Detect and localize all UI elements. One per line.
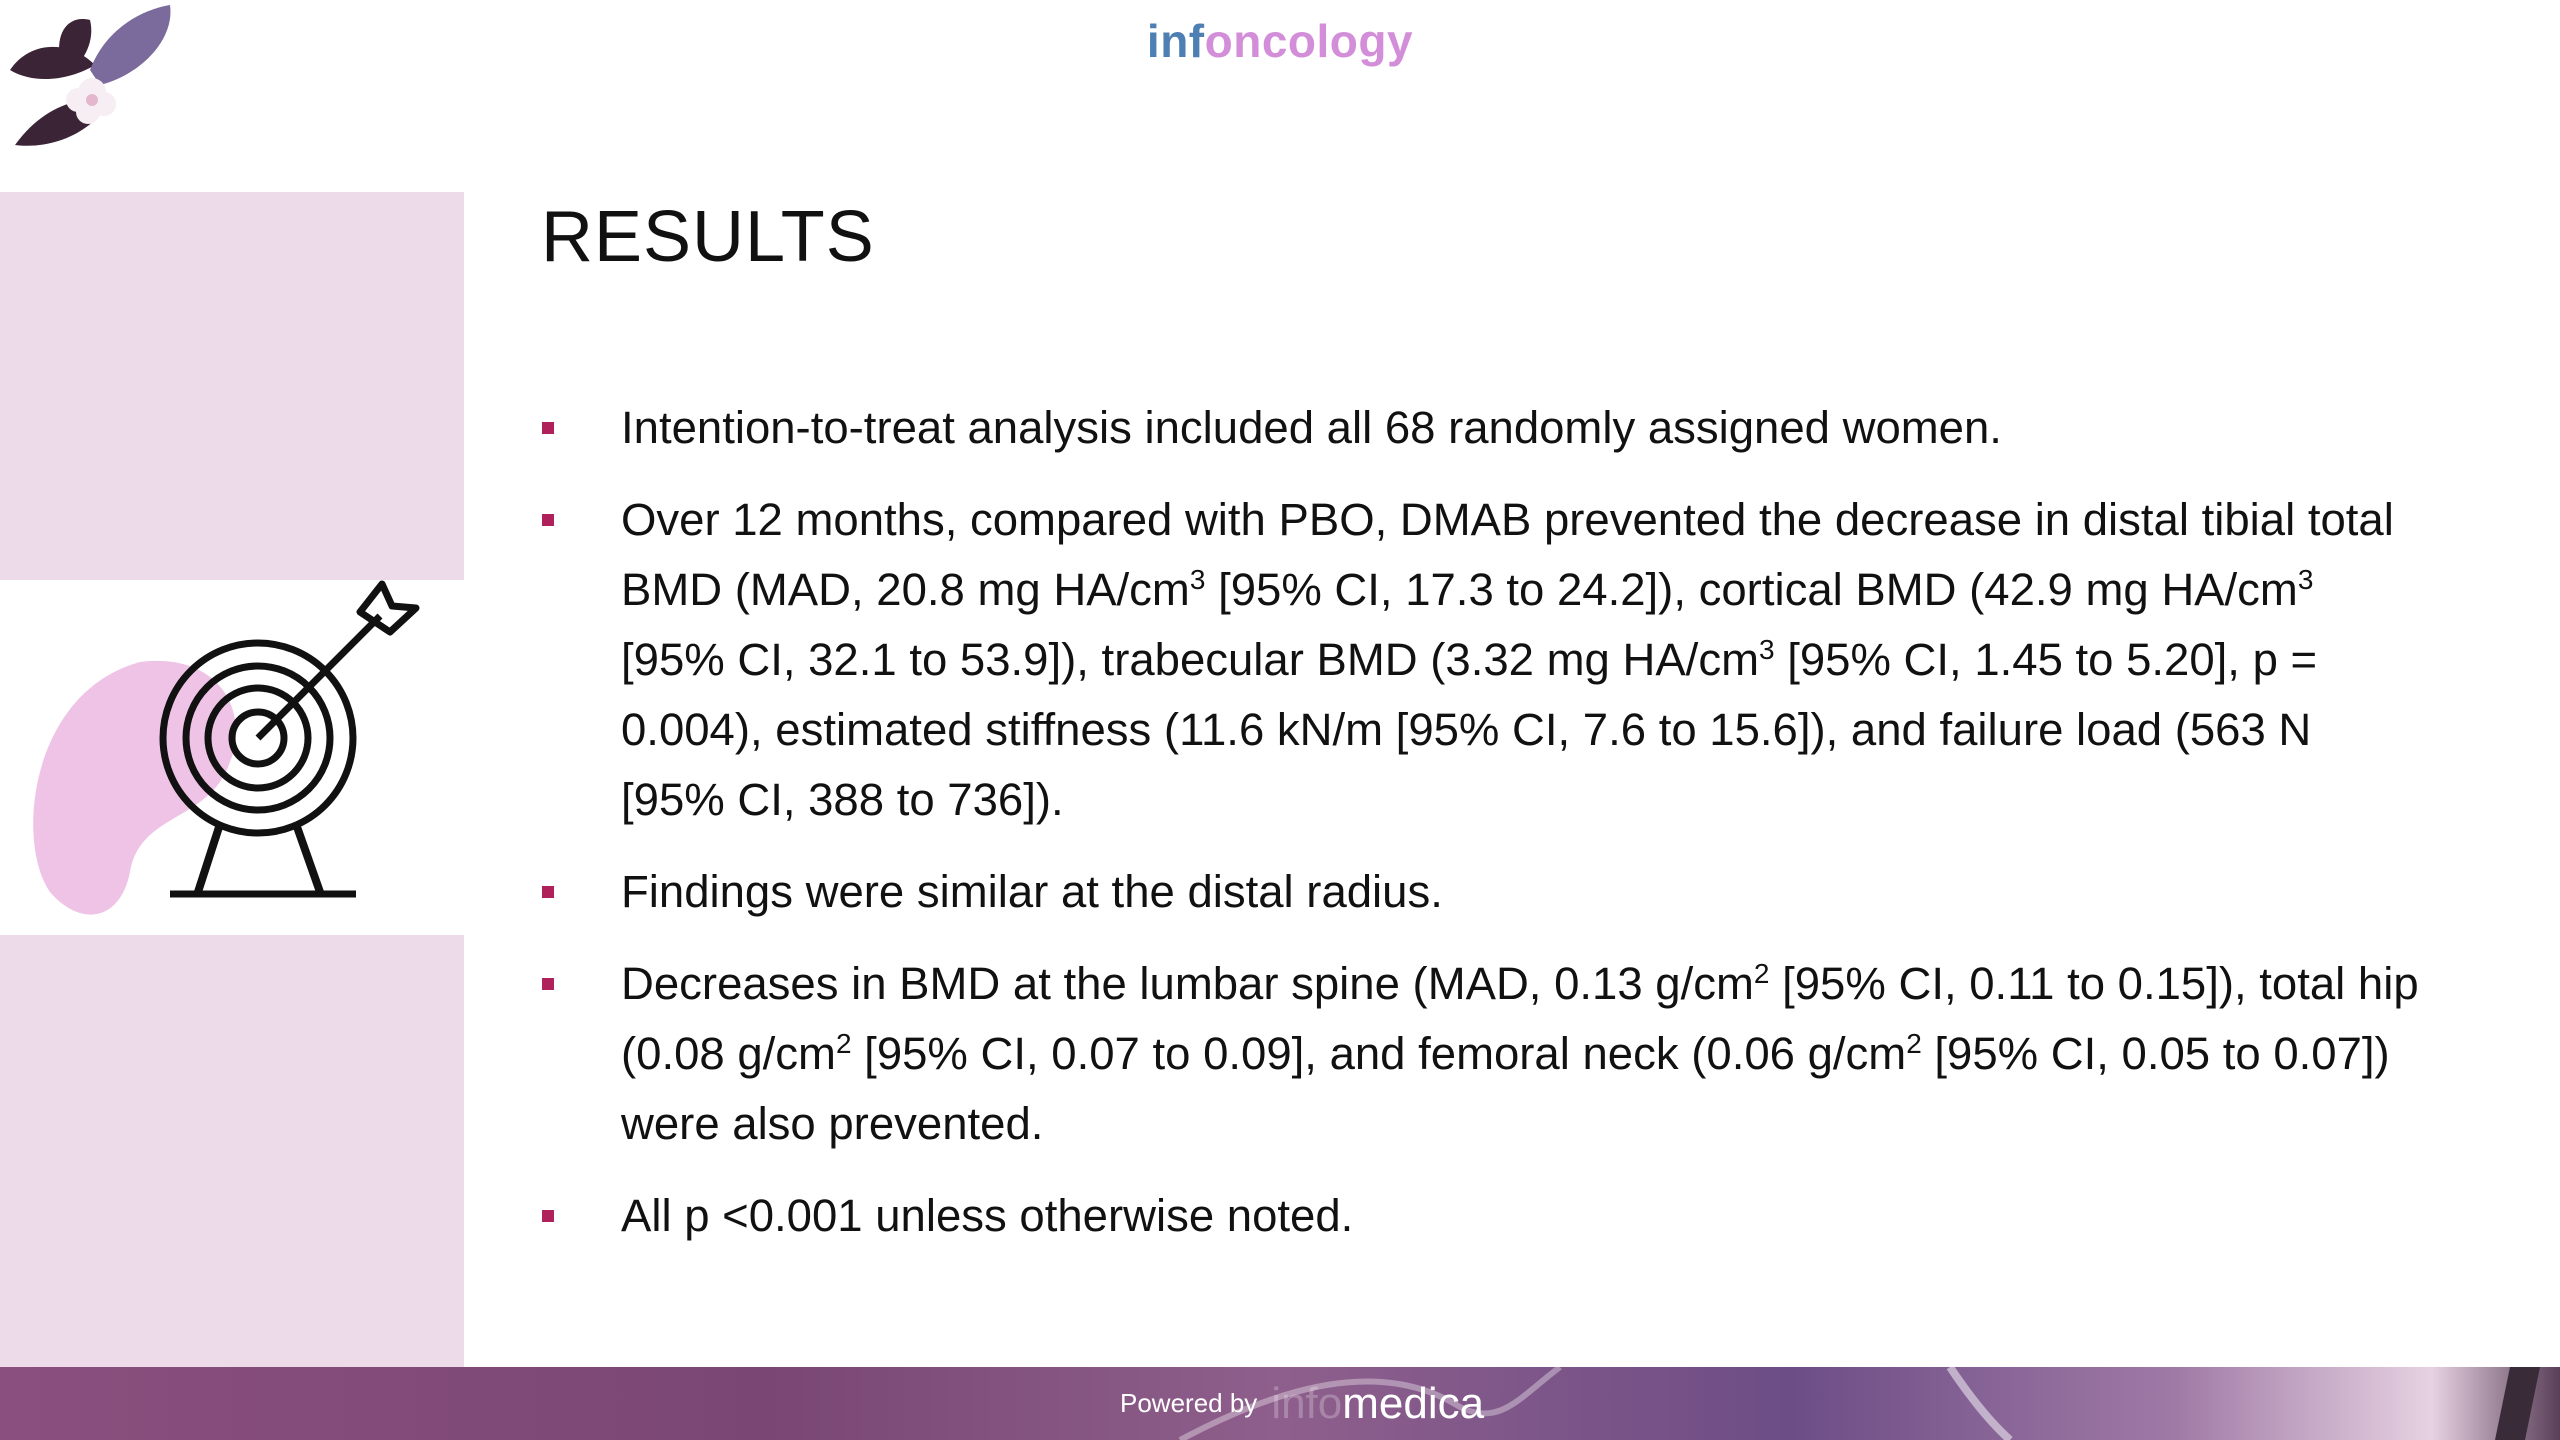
text-segment: [95% CI, 0.07 to 0.09], and femoral neck (0.06 g/cm — [851, 1028, 1907, 1079]
text-segment: [95% CI, 0.05 to 0.07]) were also prevented. — [621, 1028, 2390, 1149]
bullet-text: All p <0.001 unless otherwise noted. — [621, 1190, 1354, 1241]
brand-logo-part1: inf — [1146, 15, 1205, 67]
text-segment: [95% CI, 1.45 to 5.20], p = 0.004), estimated stiffness (11.6 kN/m [95% CI, 7.6 to 15.6]), and failure load (563 N [95% CI, 388 to 736]). — [621, 634, 2318, 825]
bullet-text — [621, 494, 2394, 825]
bullet-item — [541, 949, 2421, 1159]
footer-credit — [1120, 1367, 1484, 1440]
slide-title: RESULTS — [541, 197, 875, 277]
bullet-text: Intention-to-treat analysis included all 68 randomly assigned women. — [621, 402, 2002, 453]
bullet-text — [621, 958, 2419, 1149]
text-segment: [95% CI, 32.1 to 53.9]), trabecular BMD (3.32 mg HA/cm — [621, 634, 1759, 685]
bullet-item — [541, 393, 2421, 463]
bullet-item — [541, 857, 2421, 927]
footer-bar — [0, 1367, 2560, 1440]
bullet-marker — [542, 422, 554, 434]
superscript: 3 — [1189, 563, 1206, 595]
text-segment: [95% CI, 17.3 to 24.2]), cortical BMD (42.9 mg HA/cm — [1205, 564, 2298, 615]
footer-brand-main: medica — [1342, 1378, 1485, 1428]
bullet-marker — [542, 886, 554, 898]
superscript: 3 — [2297, 563, 2314, 595]
bullet-marker — [542, 1210, 554, 1222]
decorative-panel-bottom — [0, 935, 464, 1367]
footer-powered-by: Powered by — [1120, 1388, 1258, 1418]
decorative-panel-top — [0, 192, 464, 580]
footer-brand-faint: info — [1271, 1378, 1343, 1428]
bullet-marker — [542, 978, 554, 990]
bullet-text: Findings were similar at the distal radius. — [621, 866, 1443, 917]
brand-logo — [0, 14, 2560, 68]
brand-logo-part2: oncology — [1204, 15, 1414, 67]
superscript: 3 — [1758, 633, 1775, 665]
superscript: 2 — [1906, 1027, 1922, 1059]
bullet-item — [541, 485, 2421, 835]
text-segment: [95% CI, 0.11 to 0.15]), total hip (0.08 g/cm — [621, 958, 2419, 1079]
text-segment: Decreases in BMD at the lumbar spine (MAD, 0.13 g/cm — [621, 958, 1754, 1009]
superscript: 2 — [1753, 957, 1770, 989]
bullet-marker — [542, 514, 554, 526]
text-segment: Over 12 months, compared with PBO, DMAB prevented the decrease in distal tibial total BMD (MAD, 20.8 mg HA/cm — [621, 494, 2394, 615]
footer-brand — [1271, 1379, 1484, 1429]
target-arrow-icon — [20, 572, 440, 932]
results-bullet-list — [541, 393, 2421, 1273]
superscript: 2 — [835, 1027, 852, 1059]
bullet-item — [541, 1181, 2421, 1251]
